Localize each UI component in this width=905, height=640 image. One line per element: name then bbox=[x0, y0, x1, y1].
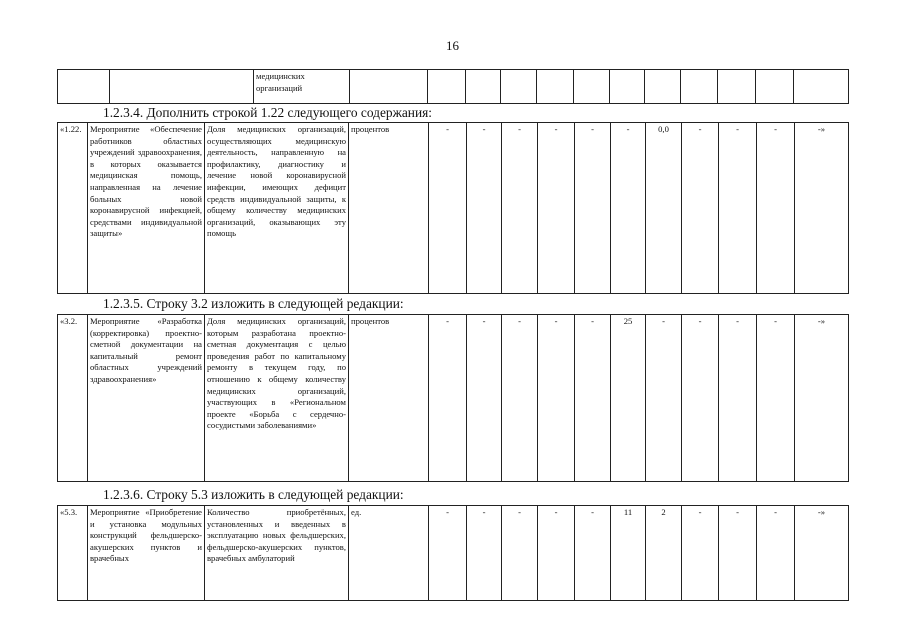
indicator-cell: Доля медицинских организаций, осуществляющих медицинскую деятельность, направленную на профилактику, диагностику и лечение новой коронавирусной инфекции, имеющих дефицит средств индивидуальной защиты, к общему количеству медицинских организаций, оказывающих эту помощь bbox=[205, 123, 349, 294]
value-cell: - bbox=[719, 315, 757, 482]
section-heading: 1.2.3.5. Строку 3.2 изложить в следующей редакции: bbox=[103, 296, 404, 311]
value-cell: - bbox=[538, 506, 575, 601]
table-cell bbox=[501, 70, 537, 104]
value-cell: - bbox=[757, 123, 795, 294]
value-cell: 11 bbox=[611, 506, 646, 601]
row-number: «5.3. bbox=[58, 506, 88, 601]
value-cell: - bbox=[502, 123, 538, 294]
indicator-cell: Количество приобретённых, установленных и введенных в эксплуатацию новых фельдшерских, фельдшерско-акушерских пунктов, врачебных амбулаторий bbox=[205, 506, 349, 601]
event-cell: Мероприятие «Приобретение и установка модульных конструкций фельдшерско-акушерских пунктов и врачебных bbox=[88, 506, 205, 601]
value-cell: - bbox=[757, 506, 795, 601]
value-cell: - bbox=[682, 315, 719, 482]
value-cell: - bbox=[719, 506, 757, 601]
indicator-cell: Доля медицинских организаций, которым разработана проектно-сметная документация с целью проведения работ по капитальному ремонту в текущем году, по отношению к общему количеству медицинских организаций, участвующих в «Региональном проекте «Борьба с сердечно-сосудистыми заболеваниями» bbox=[205, 315, 349, 482]
table-cell bbox=[756, 70, 794, 104]
table-cell bbox=[645, 70, 681, 104]
table-row bbox=[58, 506, 849, 601]
value-cell: - bbox=[682, 506, 719, 601]
value-cell: - bbox=[575, 123, 611, 294]
event-cell: Мероприятие «Разработка (корректировка) проектно-сметной документации на капитальный ремонт областных учреждений здравоохранения» bbox=[88, 315, 205, 482]
table-row-3-2 bbox=[57, 314, 849, 482]
value-cell: - bbox=[538, 315, 575, 482]
table-cell bbox=[681, 70, 718, 104]
indicator-cell: медицинских организаций bbox=[254, 70, 350, 104]
value-cell: - bbox=[719, 123, 757, 294]
value-cell: - bbox=[502, 506, 538, 601]
value-cell: - bbox=[502, 315, 538, 482]
table-cell bbox=[110, 70, 254, 104]
value-cell: 2 bbox=[646, 506, 682, 601]
row-number: «1.22. bbox=[58, 123, 88, 294]
table-cell bbox=[794, 70, 849, 104]
value-cell: - bbox=[538, 123, 575, 294]
value-cell: - bbox=[429, 315, 467, 482]
section-heading: 1.2.3.4. Дополнить строкой 1.22 следующего содержания: bbox=[103, 105, 432, 120]
table-row bbox=[58, 70, 849, 104]
page-number: 16 bbox=[446, 38, 459, 53]
table-cell bbox=[610, 70, 645, 104]
value-cell: -» bbox=[795, 123, 849, 294]
unit-cell: процентов bbox=[349, 315, 429, 482]
section-heading: 1.2.3.6. Строку 5.3 изложить в следующей редакции: bbox=[103, 487, 404, 502]
event-cell: Мероприятие «Обеспечение работников областных учреждений здравоохранения, в которых оказывается медицинская помощь, направленная на лечение больных новой коронавирусной инфекцией, средствами индивидуальной защиты» bbox=[88, 123, 205, 294]
table-cell bbox=[718, 70, 756, 104]
value-cell: - bbox=[429, 123, 467, 294]
value-cell: - bbox=[467, 123, 502, 294]
table-cell bbox=[574, 70, 610, 104]
value-cell: - bbox=[467, 315, 502, 482]
value-cell: - bbox=[757, 315, 795, 482]
value-cell: 0,0 bbox=[646, 123, 682, 294]
table-cell bbox=[466, 70, 501, 104]
value-cell: - bbox=[429, 506, 467, 601]
table-cell bbox=[537, 70, 574, 104]
table-continuation bbox=[57, 69, 849, 104]
table-row-5-3 bbox=[57, 505, 849, 601]
table-cell bbox=[58, 70, 110, 104]
table-cell bbox=[350, 70, 428, 104]
table-cell bbox=[428, 70, 466, 104]
unit-cell: процентов bbox=[349, 123, 429, 294]
value-cell: -» bbox=[795, 315, 849, 482]
row-number: «3.2. bbox=[58, 315, 88, 482]
value-cell: - bbox=[646, 315, 682, 482]
value-cell: - bbox=[467, 506, 502, 601]
table-row-1-22 bbox=[57, 122, 849, 294]
table-row bbox=[58, 123, 849, 294]
value-cell: - bbox=[575, 506, 611, 601]
value-cell: -» bbox=[795, 506, 849, 601]
value-cell: - bbox=[611, 123, 646, 294]
value-cell: - bbox=[575, 315, 611, 482]
value-cell: - bbox=[682, 123, 719, 294]
table-row bbox=[58, 315, 849, 482]
unit-cell: ед. bbox=[349, 506, 429, 601]
value-cell: 25 bbox=[611, 315, 646, 482]
